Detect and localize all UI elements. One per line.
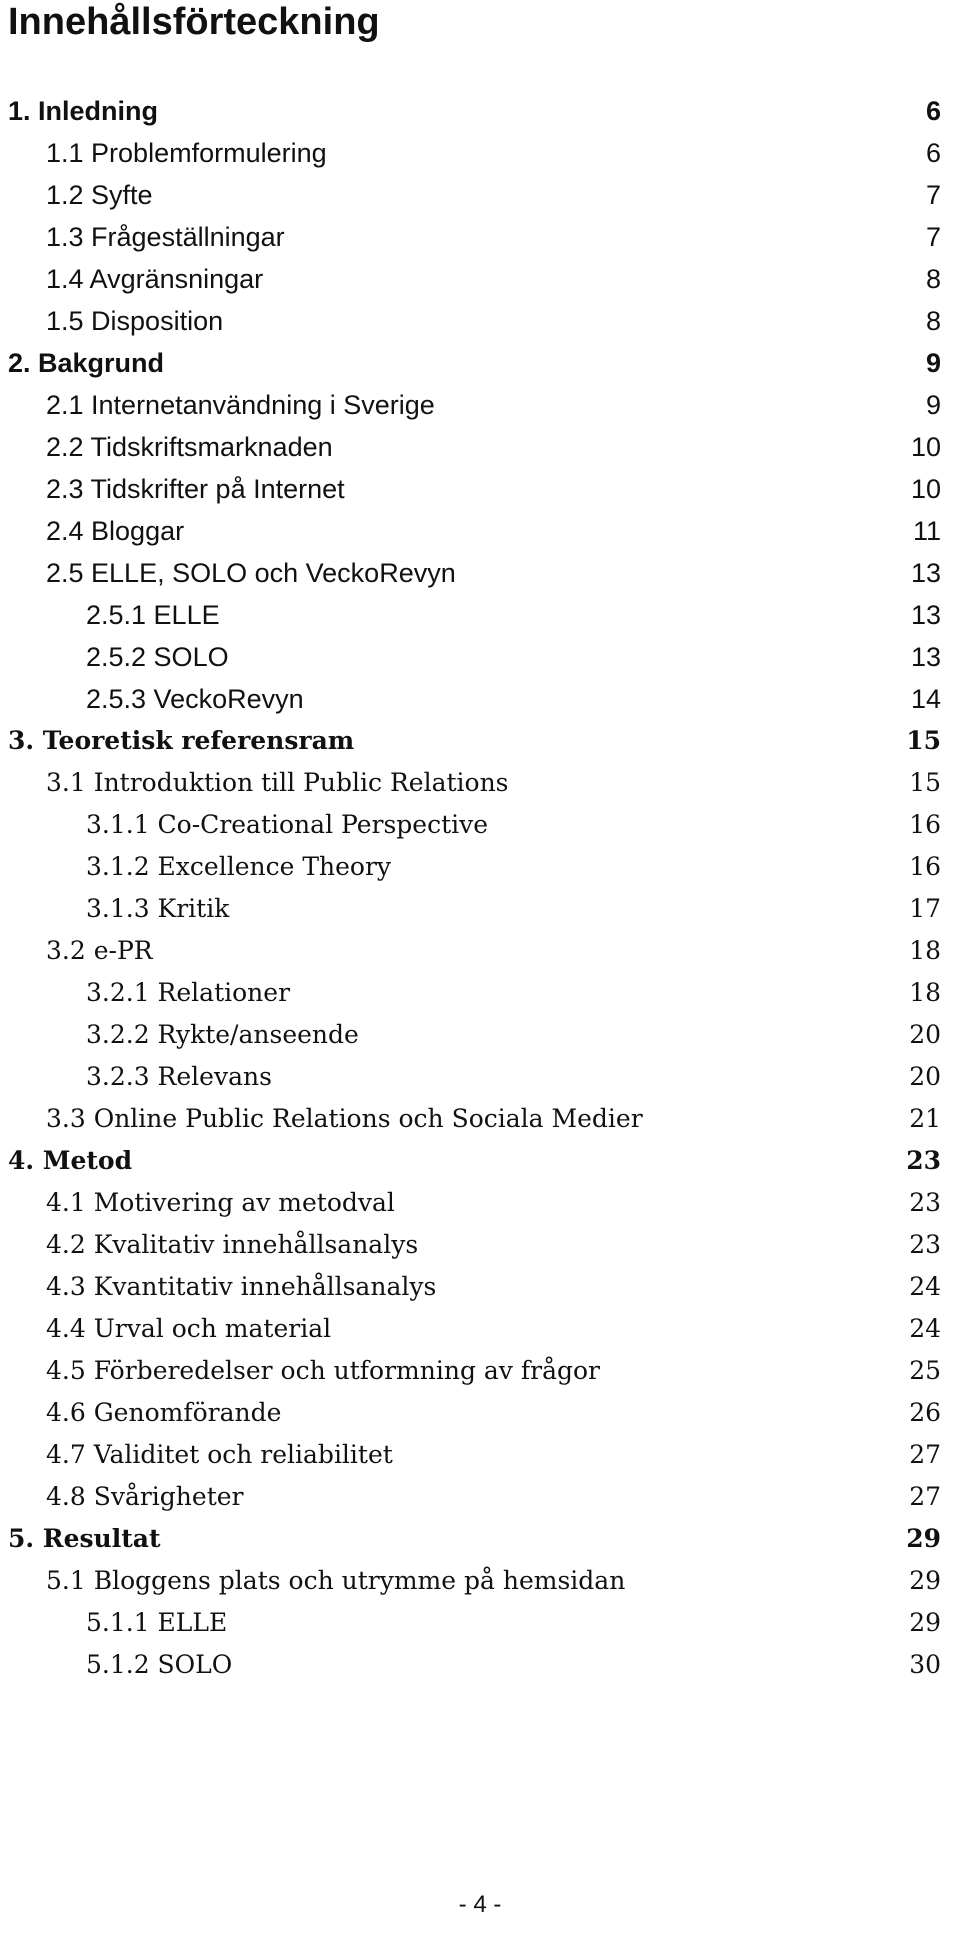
toc-entry-title: 4.7 Validitet och reliabilitet (46, 1440, 393, 1469)
toc-entry-page: 24 (909, 1314, 941, 1343)
toc-entry-page: 16 (909, 810, 941, 839)
toc-entry-title: 1.2 Syfte (46, 180, 153, 210)
toc-entry (0, 1140, 960, 1182)
toc-entry (0, 972, 960, 1014)
toc-entry-page: 6 (925, 96, 941, 126)
toc-entry (0, 258, 960, 300)
toc-entry-title: 3.1.2 Excellence Theory (86, 852, 392, 881)
toc-entry-page: 23 (909, 1188, 941, 1217)
toc-entry-title: 1.3 Frågeställningar (46, 222, 285, 252)
toc-entry-title: 2.1 Internetanvändning i Sverige (46, 390, 435, 420)
toc-entry-page: 27 (909, 1482, 941, 1511)
toc-entry (0, 1476, 960, 1518)
toc-entry (0, 930, 960, 972)
toc-entry (0, 1098, 960, 1140)
toc-entry (0, 90, 960, 132)
toc-entry-page: 23 (906, 1146, 941, 1175)
toc-entry-page: 16 (909, 852, 941, 881)
toc-entry-page: 29 (909, 1566, 941, 1595)
toc-entry-page: 15 (906, 726, 941, 755)
toc-entry-page: 21 (909, 1104, 941, 1133)
toc-entry-page: 13 (910, 642, 941, 672)
toc-entry-title: 2.2 Tidskriftsmarknaden (46, 432, 333, 462)
toc-entry-title: 4.3 Kvantitativ innehållsanalys (46, 1272, 437, 1301)
toc-entry-title: 3.1.1 Co-Creational Perspective (86, 810, 489, 839)
toc-entry-page: 27 (909, 1440, 941, 1469)
toc-entry-title: 5.1.1 ELLE (86, 1608, 228, 1637)
toc-entry (0, 1056, 960, 1098)
toc-entry-title: 4.5 Förberedelser och utformning av frågor (46, 1356, 600, 1385)
toc-entry-title: 2.4 Bloggar (46, 516, 185, 546)
page-title: Innehållsförteckning (8, 1, 380, 43)
toc-entry-page: 7 (925, 222, 941, 252)
table-of-contents (0, 90, 960, 1686)
toc-entry-title: 4.6 Genomförande (46, 1398, 282, 1427)
toc-entry (0, 762, 960, 804)
toc-entry-page: 18 (909, 936, 941, 965)
toc-entry-title: 3.2.1 Relationer (86, 978, 291, 1007)
toc-entry-page: 26 (909, 1398, 941, 1427)
toc-entry-page: 13 (910, 558, 941, 588)
toc-entry-page: 29 (906, 1524, 941, 1553)
toc-entry (0, 1014, 960, 1056)
toc-entry (0, 468, 960, 510)
toc-entry-page: 18 (909, 978, 941, 1007)
toc-entry-title: 1. Inledning (8, 96, 159, 126)
toc-entry-title: 4. Metod (8, 1146, 133, 1175)
toc-entry-title: 4.2 Kvalitativ innehållsanalys (46, 1230, 419, 1259)
toc-entry-title: 5.1.2 SOLO (86, 1650, 233, 1679)
toc-entry-page: 20 (909, 1062, 941, 1091)
page-number: - 4 - (458, 1891, 502, 1918)
toc-entry-page: 29 (909, 1608, 941, 1637)
toc-entry-title: 3.2.2 Rykte/anseende (86, 1020, 359, 1049)
toc-entry-title: 2.5.3 VeckoRevyn (86, 684, 304, 714)
toc-entry-page: 25 (909, 1356, 941, 1385)
toc-entry-page: 8 (925, 306, 941, 336)
toc-entry (0, 888, 960, 930)
toc-entry (0, 1434, 960, 1476)
toc-entry-title: 2. Bakgrund (8, 348, 165, 378)
toc-entry-page: 9 (925, 390, 941, 420)
toc-entry-title: 3. Teoretisk referensram (8, 726, 355, 755)
toc-entry (0, 1224, 960, 1266)
toc-entry (0, 1518, 960, 1560)
toc-entry-page: 9 (925, 348, 941, 378)
toc-entry-page: 14 (910, 684, 941, 714)
toc-entry (0, 384, 960, 426)
toc-entry (0, 678, 960, 720)
toc-entry (0, 1182, 960, 1224)
toc-entry-page: 6 (925, 138, 941, 168)
toc-entry-title: 5.1 Bloggens plats och utrymme på hemsidan (46, 1566, 626, 1595)
toc-entry-page: 23 (909, 1230, 941, 1259)
toc-entry-page: 13 (910, 600, 941, 630)
toc-entry (0, 342, 960, 384)
toc-entry (0, 1266, 960, 1308)
toc-entry-title: 2.5 ELLE, SOLO och VeckoRevyn (46, 558, 456, 588)
toc-entry (0, 216, 960, 258)
toc-entry (0, 552, 960, 594)
toc-entry (0, 636, 960, 678)
toc-entry-page: 10 (910, 432, 941, 462)
toc-entry-page: 24 (909, 1272, 941, 1301)
toc-entry (0, 510, 960, 552)
toc-entry (0, 132, 960, 174)
toc-entry-page: 7 (925, 180, 941, 210)
toc-entry-title: 3.1 Introduktion till Public Relations (46, 768, 509, 797)
toc-entry-page: 15 (909, 768, 941, 797)
toc-entry-title: 1.5 Disposition (46, 306, 224, 336)
toc-entry (0, 1392, 960, 1434)
toc-entry (0, 300, 960, 342)
toc-entry (0, 1602, 960, 1644)
toc-entry-title: 4.1 Motivering av metodval (46, 1188, 395, 1217)
toc-entry-title: 2.3 Tidskrifter på Internet (46, 474, 345, 504)
toc-entry (0, 1308, 960, 1350)
toc-entry-page: 30 (909, 1650, 941, 1679)
toc-entry-title: 3.2.3 Relevans (86, 1062, 272, 1091)
toc-entry (0, 594, 960, 636)
toc-entry (0, 1560, 960, 1602)
toc-entry-title: 3.1.3 Kritik (86, 894, 230, 923)
toc-entry (0, 846, 960, 888)
toc-entry (0, 174, 960, 216)
toc-entry (0, 426, 960, 468)
toc-entry (0, 1350, 960, 1392)
toc-entry-page: 8 (925, 264, 941, 294)
toc-entry-title: 2.5.1 ELLE (86, 600, 220, 630)
toc-entry-title: 1.4 Avgränsningar (46, 264, 264, 294)
toc-entry (0, 804, 960, 846)
toc-entry-page: 17 (909, 894, 941, 923)
toc-entry-title: 1.1 Problemformulering (46, 138, 327, 168)
toc-entry-page: 20 (909, 1020, 941, 1049)
toc-entry-title: 4.8 Svårigheter (46, 1482, 244, 1511)
toc-entry (0, 1644, 960, 1686)
toc-entry-title: 2.5.2 SOLO (86, 642, 229, 672)
toc-entry-title: 5. Resultat (8, 1524, 161, 1553)
toc-entry-page: 11 (912, 516, 941, 546)
toc-entry (0, 720, 960, 762)
toc-entry-title: 3.3 Online Public Relations och Sociala Medier (46, 1104, 643, 1133)
toc-entry-page: 10 (910, 474, 941, 504)
toc-entry-title: 4.4 Urval och material (46, 1314, 332, 1343)
toc-entry-title: 3.2 e-PR (46, 936, 153, 965)
